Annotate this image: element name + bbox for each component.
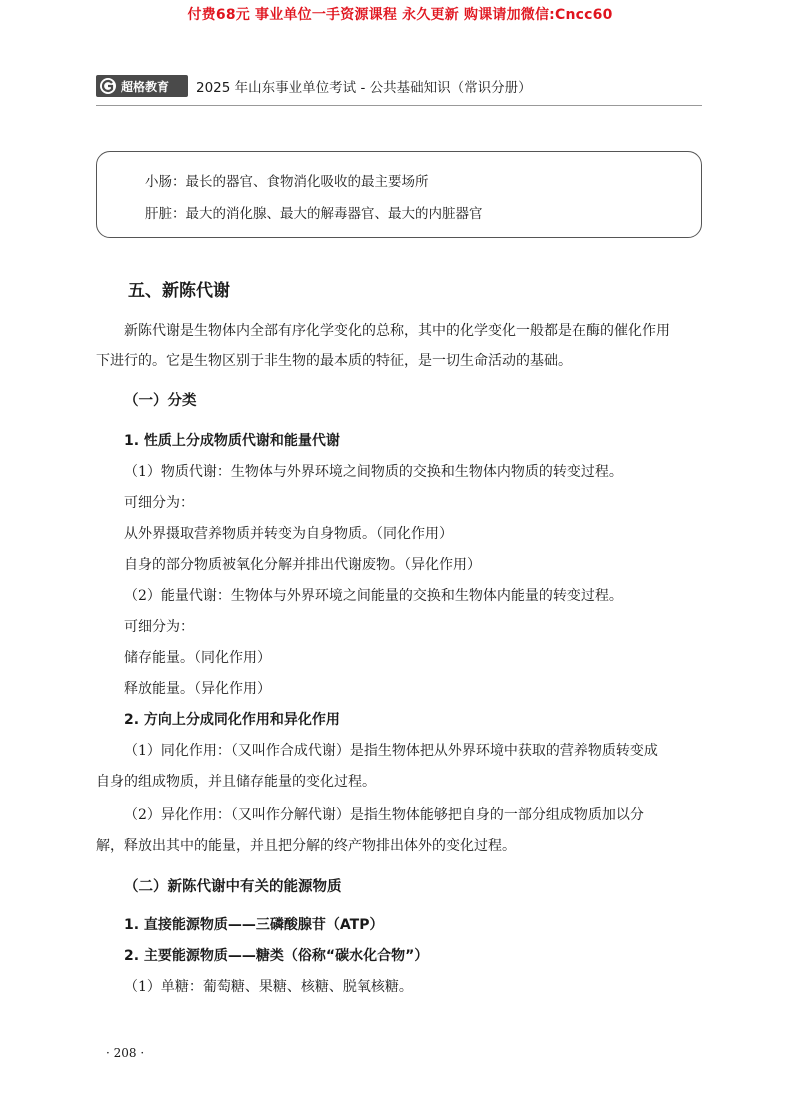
dissimilation-line-1: （2）异化作用：（又叫作分解代谢）是指生物体能够把自身的一部分组成物质加以分 [124, 807, 644, 823]
info-box [96, 151, 702, 238]
page-number: · 208 · [106, 1046, 145, 1060]
subsection-title-energy-substances: （二）新陈代谢中有关的能源物质 [124, 879, 342, 895]
logo-g-icon [99, 77, 117, 95]
store-energy: 储存能量。（同化作用） [124, 650, 271, 666]
box-line-liver: 肝脏：最大的消化腺、最大的解毒器官、最大的内脏器官 [145, 206, 483, 222]
page-header [96, 74, 532, 98]
intro-line-1: 新陈代谢是生物体内全部有序化学变化的总称，其中的化学变化一般都是在酶的催化作用 [124, 323, 670, 339]
box-line-small-intestine: 小肠：最长的器官、食物消化吸收的最主要场所 [145, 174, 429, 190]
dissimilation-line-2: 解，释放出其中的能量，并且把分解的终产物排出体外的变化过程。 [96, 838, 516, 854]
dissimilation-material: 自身的部分物质被氧化分解并排出代谢废物。（异化作用） [124, 557, 481, 573]
header-title: 2025 年山东事业单位考试 - 公共基础知识（常识分册） [196, 80, 532, 96]
main-energy-source: 2. 主要能源物质——糖类（俗称“碳水化合物”） [124, 948, 429, 964]
assimilation-line-1: （1）同化作用：（又叫作合成代谢）是指生物体把从外界环境中获取的营养物质转变成 [124, 743, 658, 759]
monosaccharides: （1）单糖：葡萄糖、果糖、核糖、脱氧核糖。 [124, 979, 413, 995]
subdivide-label-2: 可细分为： [124, 619, 194, 635]
intro-line-2: 下进行的。它是生物区别于非生物的最本质的特征，是一切生命活动的基础。 [96, 353, 572, 369]
point-1-title: 1. 性质上分成物质代谢和能量代谢 [124, 433, 340, 449]
subdivide-label-1: 可细分为： [124, 495, 194, 511]
release-energy: 释放能量。（异化作用） [124, 681, 271, 697]
assimilation-material: 从外界摄取营养物质并转变为自身物质。（同化作用） [124, 526, 453, 542]
direct-energy-source: 1. 直接能源物质——三磷酸腺苷（ATP） [124, 917, 384, 933]
header-divider [96, 105, 702, 106]
section-title: 五、新陈代谢 [128, 281, 230, 301]
assimilation-line-2: 自身的组成物质，并且储存能量的变化过程。 [96, 774, 376, 790]
logo [96, 75, 188, 97]
logo-text: 超格教育 [121, 79, 170, 94]
watermark-banner: 付费68元 事业单位一手资源课程 永久更新 购课请加微信:Cncc60 [187, 7, 613, 23]
point-2-title: 2. 方向上分成同化作用和异化作用 [124, 712, 340, 728]
energy-metabolism: （2）能量代谢：生物体与外界环境之间能量的交换和生物体内能量的转变过程。 [124, 588, 623, 604]
material-metabolism: （1）物质代谢：生物体与外界环境之间物质的交换和生物体内物质的转变过程。 [124, 464, 623, 480]
subsection-title-classification: （一）分类 [124, 393, 197, 409]
